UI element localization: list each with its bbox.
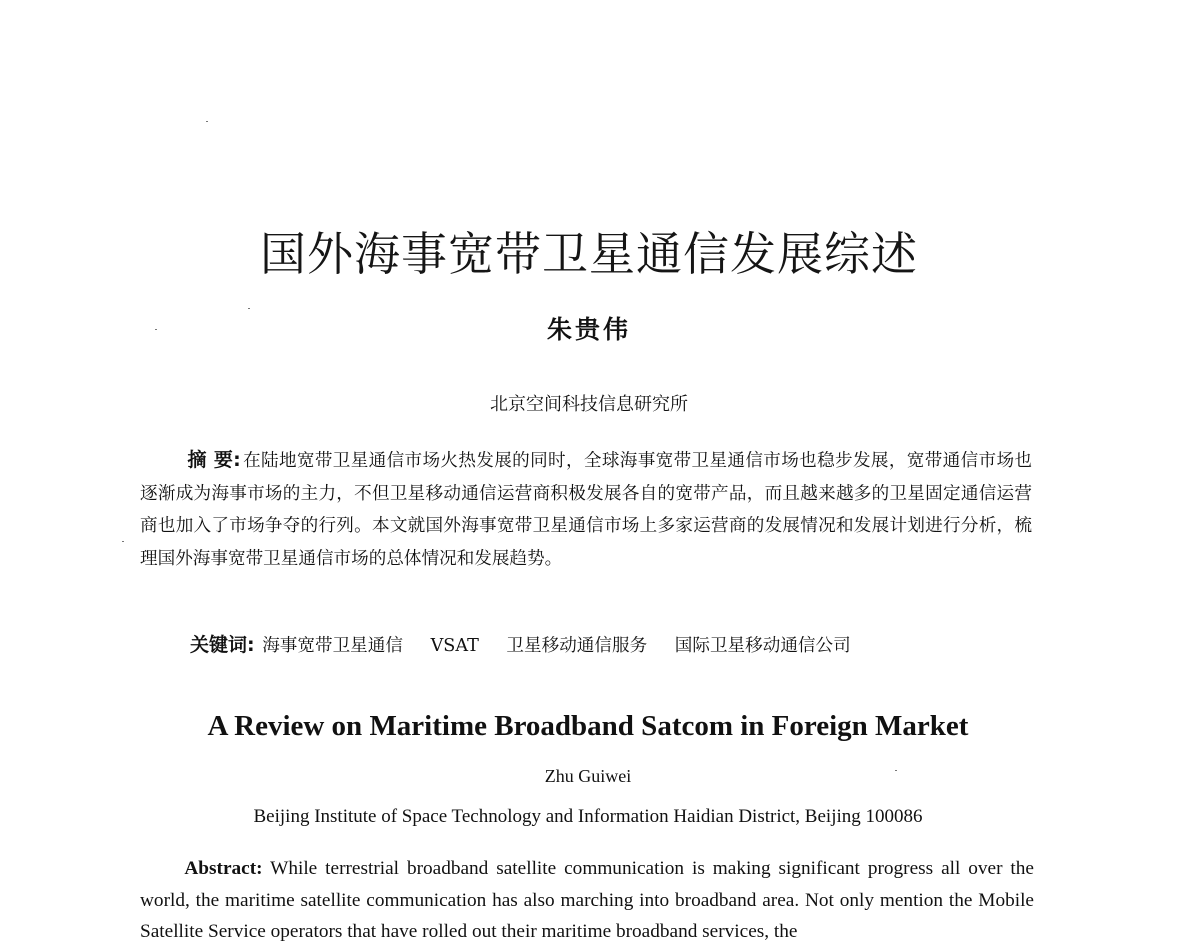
chinese-abstract-text: 在陆地宽带卫星通信市场火热发展的同时，全球海事宽带卫星通信市场也稳步发展，宽带通信市场也逐渐成为海事市场的主力，不但卫星移动通信运营商积极发展各自的宽带产品，而且越来越多的卫星固定通信运营商也加入了市场争夺的行列。本文就国外海事宽带卫星通信市场上多家运营商的发展情况和发展计划进行分析，梳理国外海事宽带卫星通信市场的总体情况和发展趋势。 — [140, 451, 1032, 569]
chinese-abstract-label: 摘 要: — [187, 449, 241, 471]
keyword: VSAT — [430, 636, 479, 656]
keyword-list — [262, 636, 873, 656]
chinese-keywords-label: 关键词: — [190, 634, 255, 656]
english-affiliation: Beijing Institute of Space Technology and Information Haidian District, Beijing 100086 — [253, 806, 923, 827]
keyword: 国际卫星移动通信公司 — [674, 636, 851, 656]
english-abstract-text: While terrestrial broadband satellite communication is making significant progress all over the world, the maritime satellite communication has also marching into broadband area. Not only mention the Mobile Satellite Service operators that have rolled out their maritime broadband services, the — [140, 858, 1034, 942]
english-abstract-label: Abstract: — [184, 858, 263, 879]
english-title: A Review on Maritime Broadband Satcom in Foreign Market — [207, 710, 969, 742]
chinese-abstract — [140, 444, 1032, 575]
keyword: 卫星移动通信服务 — [506, 636, 648, 656]
scan-speck — [206, 121, 208, 122]
keyword: 海事宽带卫星通信 — [262, 636, 403, 656]
english-author: Zhu Guiwei — [544, 766, 632, 786]
scan-speck — [122, 541, 124, 542]
scan-speck — [248, 308, 250, 309]
chinese-keywords — [190, 630, 873, 657]
english-abstract — [140, 853, 1034, 948]
chinese-affiliation: 北京空间科技信息研究所 — [490, 394, 688, 415]
chinese-author: 朱贵伟 — [546, 315, 631, 344]
chinese-title: 国外海事宽带卫星通信发展综述 — [260, 227, 918, 281]
